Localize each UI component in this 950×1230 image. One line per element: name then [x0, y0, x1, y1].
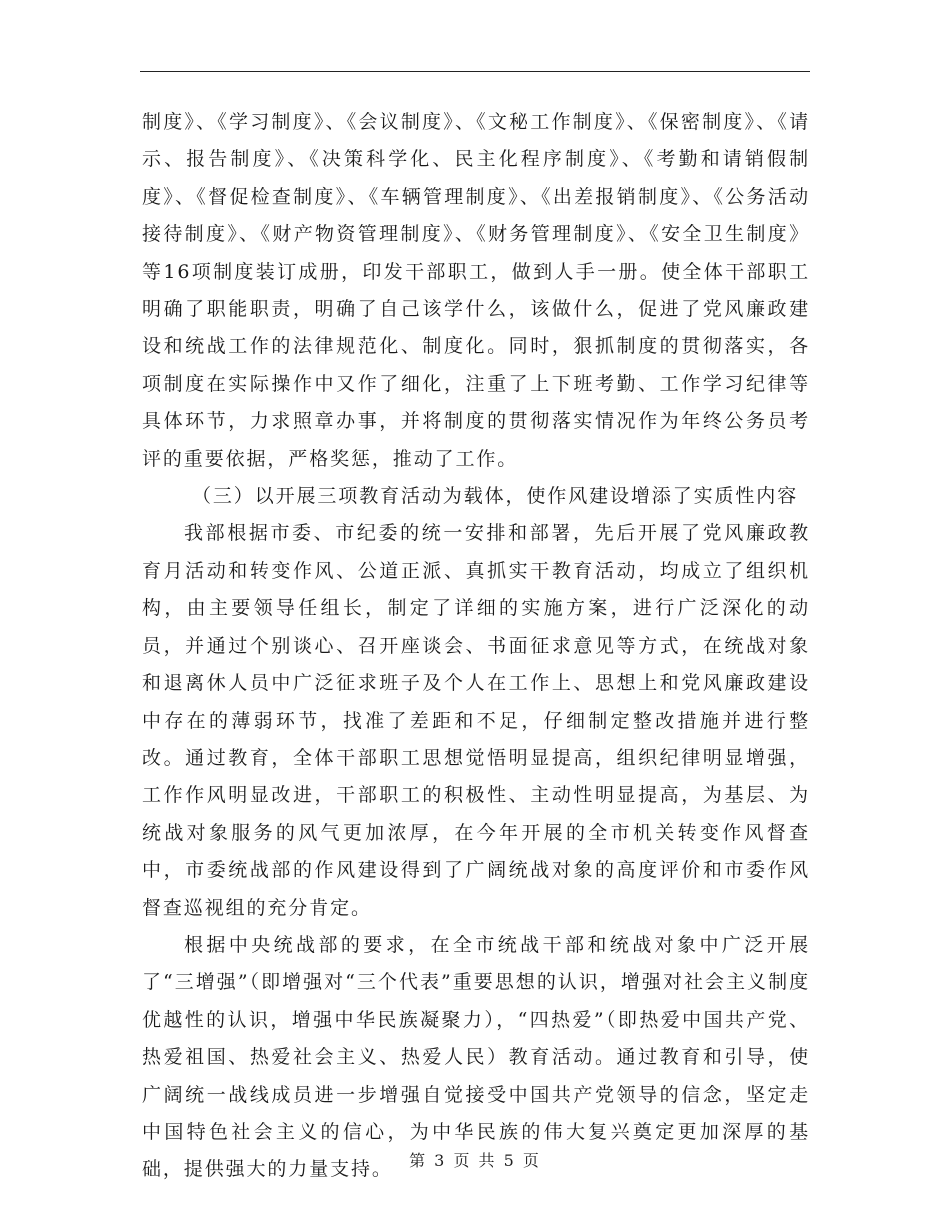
paragraph-education-activities: 我部根据市委、市纪委的统一安排和部署，先后开展了党风廉政教育月活动和转变作风、公道正派、真抓实干教育活动，均成立了组织机构，由主要领导任组长，制定了详细的实施方案，进行广泛深化的动员，并通过个别谈心、召开座谈会、书面征求意见等方式，在统战对象和退离休人员中广泛征求班子及个人在工作上、思想上和党风廉政建设中存在的薄弱环节，找准了差距和不足，仔细制定整改措施并进行整改。通过教育，全体干部职工思想觉悟明显提高，组织纪律明显增强，工作作风明显改进，干部职工的积极性、主动性明显提高，为基层、为统战对象服务的风气更加浓厚，在今年开展的全市机关转变作风督查中，市委统战部的作风建设得到了广阔统战对象的高度评价和市委作风督查巡视组的充分肯定。 [142, 522, 810, 919]
section-heading-three: （三）以开展三项教育活动为载体，使作风建设增添了实质性内容 [192, 485, 799, 508]
document-body [142, 104, 810, 1189]
paragraph-regulations: 制度》、《学习制度》、《会议制度》、《文秘工作制度》、《保密制度》、《请示、报告制度》、《决策科学化、民主化程序制度》、《考勤和请销假制度》、《督促检查制度》、《车辆管理制度》、《出差报销制度》、《公务活动接待制度》、《财产物资管理制度》、《财务管理制度》、《安全卫生制度》等16项制度装订成册，印发干部职工，做到人手一册。使全体干部职工明确了职能职责，明确了自己该学什么，该做什么，促进了党风廉政建设和统战工作的法律规范化、制度化。同时，狠抓制度的贯彻落实，各项制度在实际操作中又作了细化，注重了上下班考勤、工作学习纪律等具体环节，力求照章办事，并将制度的贯彻落实情况作为年终公务员考评的重要依据，严格奖惩，推动了工作。 [142, 111, 810, 470]
paragraph-three-four-campaign: 根据中央统战部的要求，在全市统战干部和统战对象中广泛开展了“三增强”（即增强对“三个代表”重要思想的认识，增强对社会主义制度优越性的认识，增强中华民族凝聚力），“四热爱”（即热爱中国共产党、热爱祖国、热爱社会主义、热爱人民）教育活动。通过教育和引导，使广阔统一战线成员进一步增强自觉接受中国共产党领导的信念，坚定走中国特色社会主义的信心，为中华民族的伟大复兴奠定更加深厚的基础，提供强大的力量支持。 [142, 933, 810, 1181]
page-number: 第 3 页 共 5 页 [409, 1151, 541, 1170]
header-rule [140, 71, 810, 72]
